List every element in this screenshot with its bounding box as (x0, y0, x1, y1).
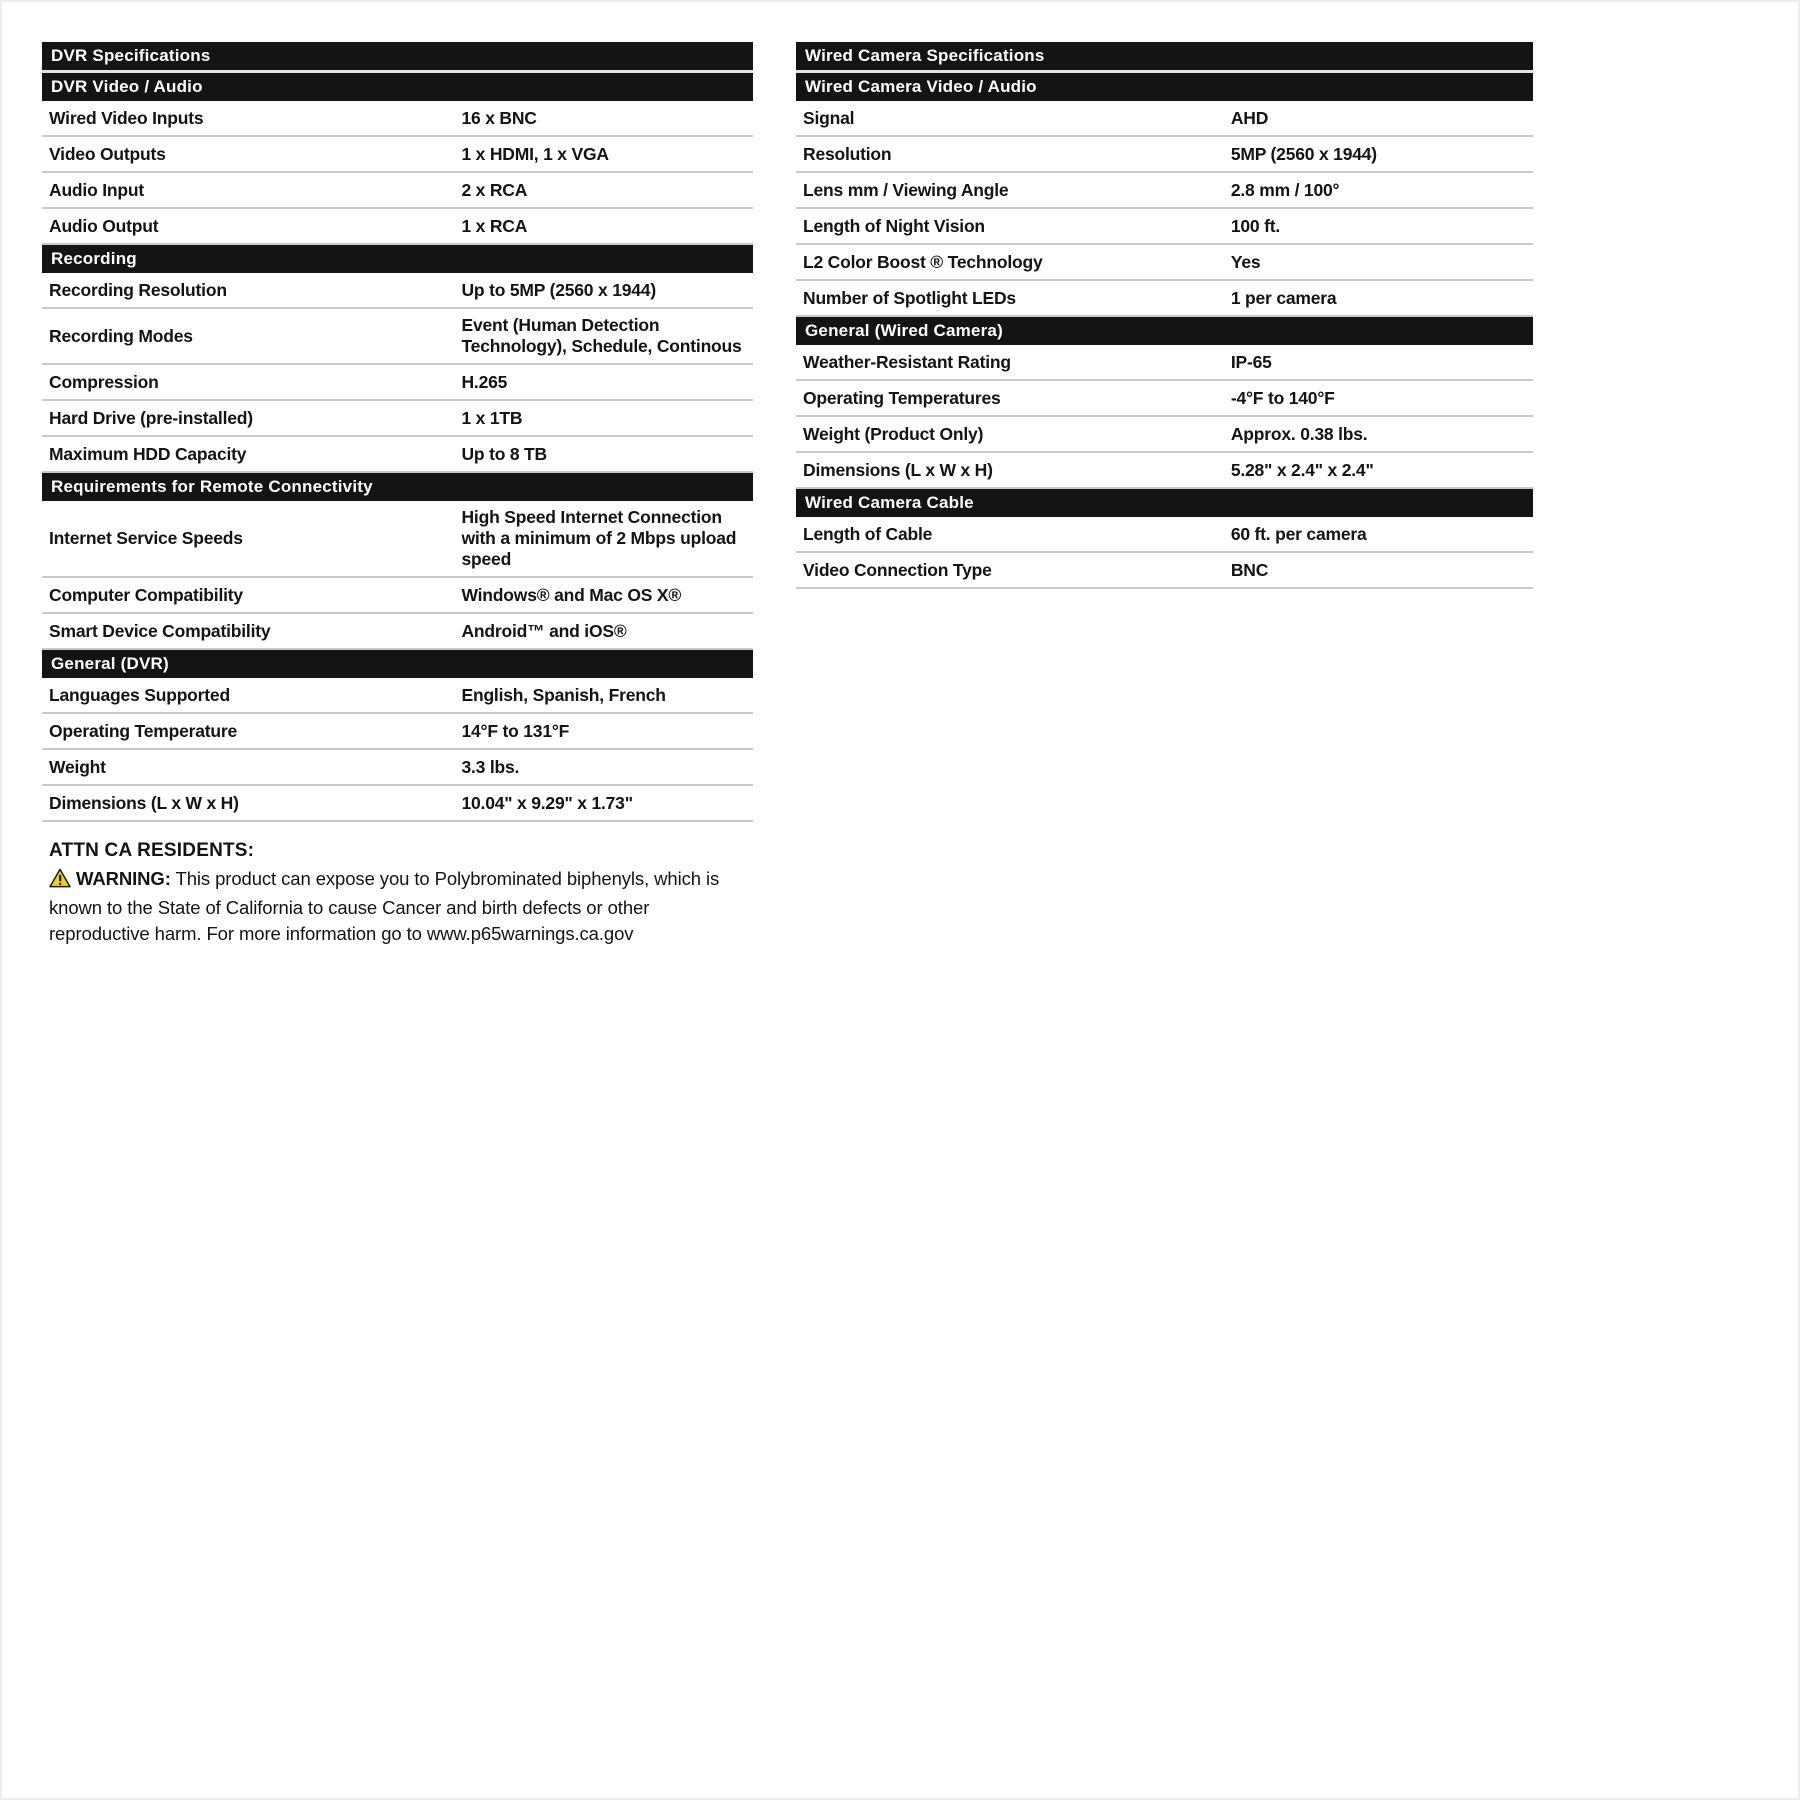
spec-label: Compression (49, 371, 159, 392)
spec-row (42, 209, 753, 245)
spec-label: Smart Device Compatibility (49, 620, 271, 641)
spec-value: Up to 5MP (2560 x 1944) (461, 279, 656, 300)
spec-label: Wired Video Inputs (49, 107, 204, 128)
section-header: General (Wired Camera) (796, 317, 1533, 345)
ca-residents-heading: ATTN CA RESIDENTS: (49, 840, 255, 861)
spec-value: 100 ft. (1230, 215, 1281, 236)
spec-label: Internet Service Speeds (49, 528, 243, 548)
spec-label: Maximum HDD Capacity (49, 443, 247, 464)
section-header: Wired Camera Cable (796, 489, 1533, 517)
spec-value: 10.04" x 9.29" x 1.73" (461, 792, 633, 813)
spec-label: Length of Night Vision (803, 215, 985, 236)
dvr-specs-table (42, 42, 753, 947)
section-header: General (DVR) (42, 650, 753, 678)
spec-value: High Speed Internet Connection with a minimum of 2 Mbps upload speed (461, 507, 737, 569)
spec-value: 1 per camera (1230, 287, 1337, 308)
warning-text: This product can expose you to Polybrominated biphenyls, which is known to the State of California to cause Cancer and birth defects or other reproductive harm. For more information go to www.p65warnings.ca.gov (49, 868, 720, 944)
spec-row (42, 614, 753, 650)
spec-value: Up to 8 TB (461, 443, 547, 464)
spec-label: Operating Temperatures (803, 387, 1001, 408)
spec-row (796, 517, 1533, 553)
spec-label: Video Connection Type (803, 559, 992, 580)
spec-row (796, 281, 1533, 317)
spec-row (796, 245, 1533, 281)
spec-value: 3.3 lbs. (461, 756, 520, 777)
spec-label: Number of Spotlight LEDs (803, 287, 1016, 308)
spec-value: IP-65 (1230, 351, 1272, 372)
section-header: Requirements for Remote Connectivity (42, 473, 753, 501)
spec-value: 2 x RCA (461, 179, 528, 200)
sections (42, 73, 753, 822)
spec-label: Weather-Resistant Rating (803, 351, 1011, 372)
spec-value: BNC (1230, 559, 1269, 580)
spec-value: 60 ft. per camera (1230, 523, 1367, 544)
camera-specs-table (796, 42, 1533, 589)
spec-value: English, Spanish, French (461, 684, 666, 705)
ca-notice (42, 840, 749, 947)
spec-label: Dimensions (L x W x H) (803, 459, 993, 480)
spec-value: 16 x BNC (461, 107, 537, 128)
spec-value: 2.8 mm / 100° (1230, 179, 1340, 200)
spec-value: 14°F to 131°F (461, 720, 570, 741)
spec-label: Hard Drive (pre-installed) (49, 407, 253, 428)
spec-label: Signal (803, 107, 855, 128)
spec-value: AHD (1230, 107, 1269, 128)
spec-row (42, 365, 753, 401)
spec-row (42, 750, 753, 786)
camera-specs-title: Wired Camera Specifications (796, 42, 1533, 73)
p65-warning (49, 866, 749, 947)
spec-label: Weight (Product Only) (803, 423, 984, 444)
sections (796, 73, 1533, 589)
spec-value: Approx. 0.38 lbs. (1230, 423, 1368, 444)
spec-label: Computer Compatibility (49, 584, 243, 605)
spec-label: L2 Color Boost ® Technology (803, 251, 1043, 272)
spec-label: Dimensions (L x W x H) (49, 792, 239, 813)
section-header: DVR Video / Audio (42, 73, 753, 101)
spec-label: Video Outputs (49, 143, 166, 164)
warning-label: WARNING: (76, 868, 171, 889)
spec-row (42, 101, 753, 137)
spec-value: 5.28" x 2.4" x 2.4" (1230, 459, 1374, 480)
spec-row (42, 273, 753, 309)
spec-label: Audio Output (49, 215, 159, 236)
dvr-specs-title: DVR Specifications (42, 42, 753, 73)
spec-value: 1 x 1TB (461, 407, 523, 428)
spec-row (42, 678, 753, 714)
spec-label: Resolution (803, 143, 892, 164)
section-header: Recording (42, 245, 753, 273)
spec-row (796, 553, 1533, 589)
spec-label: Length of Cable (803, 523, 933, 544)
spec-value: Yes (1230, 251, 1261, 272)
section-header: Wired Camera Video / Audio (796, 73, 1533, 101)
spec-row (796, 381, 1533, 417)
spec-row (42, 437, 753, 473)
spec-row (42, 578, 753, 614)
spec-row (796, 209, 1533, 245)
spec-label: Audio Input (49, 179, 144, 200)
spec-value: H.265 (461, 371, 508, 392)
spec-row (796, 137, 1533, 173)
spec-value: -4°F to 140°F (1230, 387, 1335, 408)
spec-row (42, 401, 753, 437)
warning-icon (49, 868, 71, 895)
spec-row (42, 501, 753, 578)
spec-value: 5MP (2560 x 1944) (1230, 143, 1377, 164)
spec-label: Languages Supported (49, 684, 230, 705)
spec-row (42, 309, 753, 365)
spec-row (796, 345, 1533, 381)
spec-value: 1 x RCA (461, 215, 528, 236)
spec-label: Lens mm / Viewing Angle (803, 179, 1009, 200)
spec-row (796, 417, 1533, 453)
spec-value: 1 x HDMI, 1 x VGA (461, 143, 609, 164)
spec-row (796, 173, 1533, 209)
spec-label: Operating Temperature (49, 720, 238, 741)
spec-label: Weight (49, 756, 106, 777)
spec-value: Windows® and Mac OS X® (461, 584, 682, 605)
spec-row (796, 453, 1533, 489)
spec-label: Recording Resolution (49, 279, 227, 300)
spec-row (42, 714, 753, 750)
spec-row (42, 137, 753, 173)
spec-row (796, 101, 1533, 137)
spec-value: Android™ and iOS® (461, 620, 627, 641)
spec-row (42, 786, 753, 822)
spec-label: Recording Modes (49, 325, 193, 346)
spec-row (42, 173, 753, 209)
spec-value: Event (Human Detection Technology), Schedule, Continous (461, 315, 742, 356)
